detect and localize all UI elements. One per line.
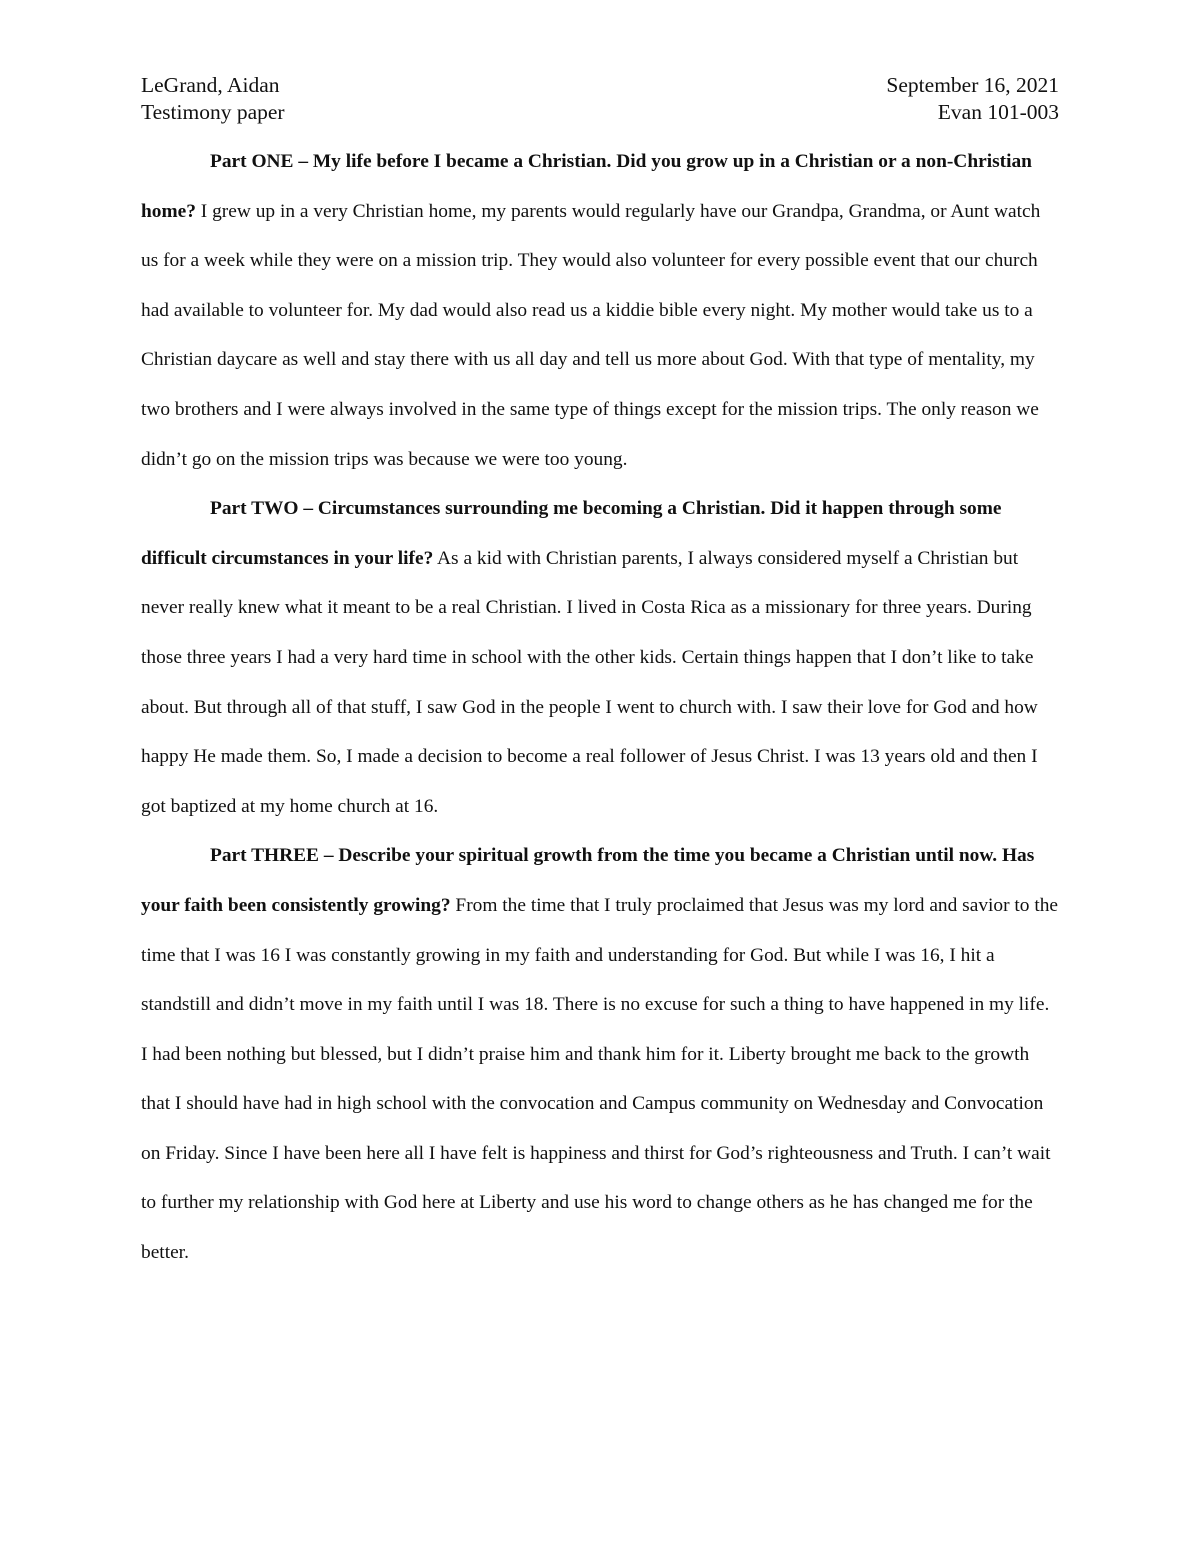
document-body (141, 137, 1059, 1278)
paragraph-text: I grew up in a very Christian home, my parents would regularly have our Grandpa, Grandma, or Aunt watch us for a week while they were on a mission trip. They would also volunteer for every possible event that our church had available to volunteer for. My dad would also read us a kiddie bible every night. My mother would take us to a Christian daycare as well and stay there with us all day and tell us more about God. With that type of mentality, my two brothers and I were always involved in the same type of things except for the mission trips. The only reason we didn’t go on the mission trips was because we were too young. (141, 200, 1041, 470)
paragraph-heading: Part TWO – Circumstances surrounding me becoming a Christian. Did it happen through some difficult circumstances in your life? (141, 498, 1002, 569)
paragraph-heading: Part THREE – Describe your spiritual growth from the time you became a Christian until now. Has your faith been consistently growing? (141, 845, 1035, 916)
paragraph-heading: Part ONE – My life before I became a Christian. Did you grow up in a Christian or a non-Christian home? (141, 151, 1032, 222)
author-name: LeGrand, Aidan (141, 73, 280, 97)
header-row-2 (141, 99, 1059, 126)
paragraph-text: From the time that I truly proclaimed that Jesus was my lord and savior to the time that I was 16 I was constantly growing in my faith and understanding for God. But while I was 16, I hit a standstill and didn’t move in my faith until I was 18. There is no excuse for such a thing to have happened in my life. I had been nothing but blessed, but I didn’t praise him and thank him for it. Liberty brought me back to the growth that I should have had in high school with the convocation and Campus community on Wednesday and Convocation on Friday. Since I have been here all I have felt is happiness and thirst for God’s righteousness and Truth. I can’t wait to further my relationship with God here at Liberty and use his word to change others as he has changed me for the better. (141, 894, 1059, 1264)
paragraph-text: As a kid with Christian parents, I always considered myself a Christian but never really knew what it meant to be a real Christian. I lived in Costa Rica as a missionary for three years. During those three years I had a very hard time in school with the other kids. Certain things happen that I don’t like to take about. But through all of that stuff, I saw God in the people I went to church with. I saw their love for God and how happy He made them. So, I made a decision to become a real follower of Jesus Christ. I was 13 years old and then I got baptized at my home church at 16. (141, 547, 1038, 817)
course-code: Evan 101-003 (937, 100, 1059, 124)
document-header (141, 72, 1059, 126)
paragraph-part-one (141, 137, 1059, 484)
document-date: September 16, 2021 (886, 73, 1059, 97)
header-row-1 (141, 72, 1059, 99)
paragraph-part-two (141, 484, 1059, 831)
paragraph-part-three (141, 831, 1059, 1277)
document-title: Testimony paper (141, 100, 285, 124)
